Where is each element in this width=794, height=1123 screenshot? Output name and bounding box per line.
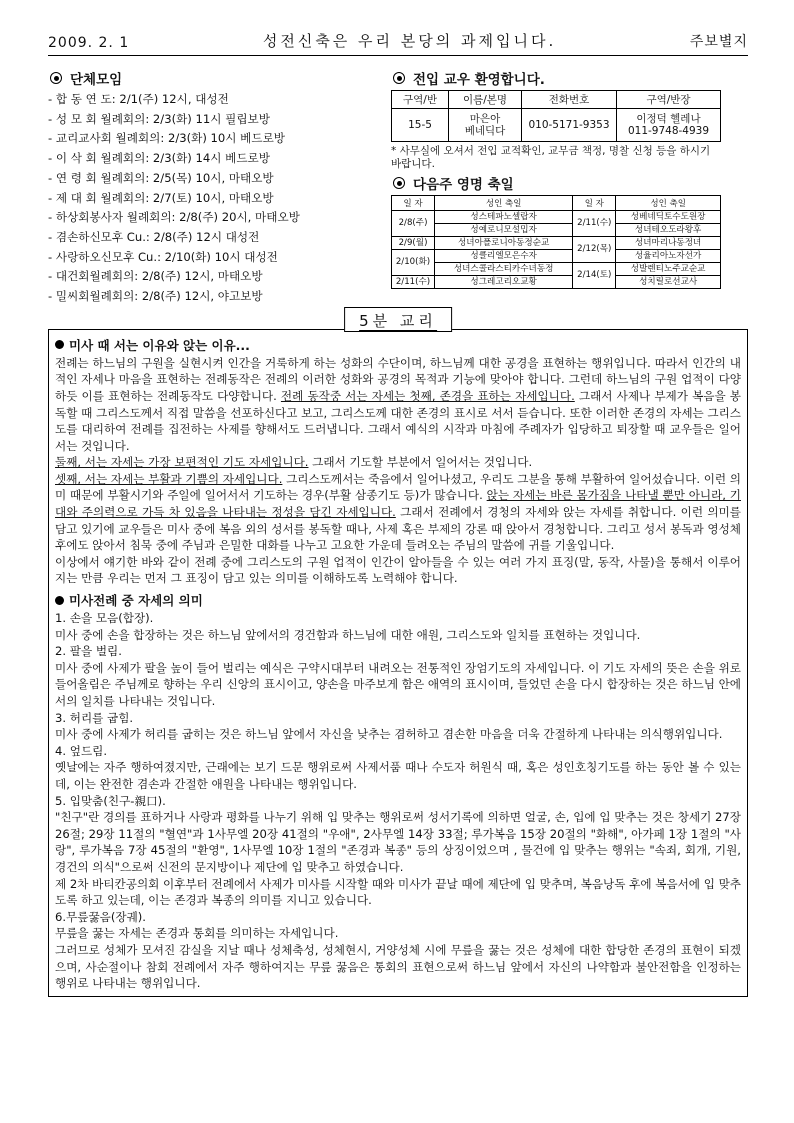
lesson-subheading-1-text: 미사 때 서는 이유와 앉는 이유...: [69, 337, 250, 353]
meeting-item: - 합 동 연 도: 2/1(주) 12시, 대성전: [48, 92, 229, 106]
posture-heading: 3. 허리를 굽힘.: [55, 710, 134, 725]
nameday-saint: 성베네딕토수도원장: [616, 211, 721, 224]
lesson-subheading-2: [55, 591, 741, 609]
posture-heading: 4. 엎드림.: [55, 743, 108, 758]
top-section: [48, 66, 748, 307]
lesson-subheading-2-text: 미사전례 중 자세의 의미: [69, 593, 203, 609]
emphasized-sentence: 앉는 자세는 바른 몸가짐을 나타낼 뿐만 아니라, 기대와 주의력으로 가득 차 있음을 나타내는 정성을 담긴 자세입니다.: [55, 488, 741, 520]
sentence: 그래서 전례에서 경청의 자세와 앉는 자세를 취합니다. 이런 의미를 담고 있기에 교우들은 미사 중에 복음 외의 성서를 봉독할 때나, 사제 혹은 부제의 강론 때 앉아서 경청합니다. 그리고 성서 봉독과 영성체 후에도 앉아서 침묵 중에 주님과 은밀한 대화를 나누고 고요한 가운데 들려오는 주님의 말씀에 귀를 기울입니다.: [55, 505, 741, 553]
meeting-item: - 이 삭 회 월례회의: 2/3(화) 14시 베드로방: [48, 151, 270, 166]
meetings-section: [48, 66, 383, 307]
nameday-date: 2/9(월): [392, 237, 435, 250]
meetings-list: [48, 90, 383, 307]
meeting-item: - 밀씨회월례회의: 2/8(주) 12시, 야고보방: [48, 289, 263, 304]
nameday-saint: 성치릴로선교사: [616, 276, 721, 289]
welcome-baptismal-name: 베네딕다: [464, 125, 506, 137]
nameday-saint: 성녀스콜라스티카수녀동정: [435, 263, 573, 276]
nameday-saint: 성녀테오도라왕후: [616, 224, 721, 237]
welcome-col-header: 전화번호: [522, 91, 617, 109]
welcome-col-header: 구역/반: [392, 91, 449, 109]
lesson-subheading-1: [55, 336, 741, 354]
bullet-dot-icon: [55, 596, 64, 605]
nameday-col-header: 일 자: [392, 196, 435, 211]
nameday-date: 2/10(화): [392, 250, 435, 276]
lesson-title-text: 5분 교리: [359, 311, 437, 330]
posture-description: 미사 중에 사제가 팔을 높이 들어 벌리는 예식은 구약시대부터 내려오는 전통적인 장엄기도의 자세입니다. 이 기도 자세의 뜻은 손을 위로 들어올림은 주님께로 향하는 우리 신앙의 표시이고, 양손을 마주보게 함은 애역의 표시이며, 들었던 손을 다시 합장하는 것은 하느님 안에서의 일치를 나타내는 것입니다.: [55, 660, 742, 709]
welcome-title: 전입 교우 환영합니다.: [413, 72, 545, 88]
sentence: 그래서 기도할 부분에서 일어서는 것입니다.: [308, 455, 533, 470]
welcome-table: [391, 90, 721, 142]
posture-description: 옛날에는 자주 행하여졌지만, 근래에는 보기 드문 행위로써 사제서품 때나 수도자 허원식 때, 혹은 성인호칭기도를 하는 동안 볼 수 있는데, 이는 완전한 겸손과 간절한 애원을 나타내는 행위입니다.: [55, 760, 741, 791]
meeting-item: - 사랑하오신모후 Cu.: 2/10(화) 10시 대성전: [48, 249, 278, 264]
target-bullet-icon: [393, 72, 405, 84]
posture-description: 미사 중에 사제가 허리를 굽히는 것은 하느님 앞에서 자신을 낮추는 겸허하고 겸손한 마음을 더욱 간절하게 나타내는 의식행위입니다.: [55, 727, 723, 742]
meeting-item: - 연 령 회 월례회의: 2/5(목) 10시, 마태오방: [48, 170, 274, 185]
emphasized-sentence: 둘째, 서는 자세는 가장 보편적인 기도 자세입니다.: [55, 455, 309, 470]
welcome-leader-name: 이정덕 헬레나: [636, 113, 701, 125]
nameday-saint: 성율리아노자선가: [616, 250, 721, 263]
posture-description: 무릎을 꿇는 자세는 존경과 통회를 의미하는 자세입니다. 그러므로 성체가 모셔진 감실을 지날 때나 성체축성, 성체현시, 거양성체 시에 무릎을 꿇는 것은 성체에 대한 합당한 존경의 표현이 되겠으며, 사순절이나 참회 전례에서 자주 행하여지는 무릎 꿇음은 통회의 표현으로써 하느님 앞에서 자신의 나약함과 불안전함을 인정하는 행위로 나타내는 행위입니다.: [55, 926, 741, 991]
header-label: 주보별지: [689, 34, 748, 50]
meeting-item: - 하상회봉사자 월례회의: 2/8(주) 20시, 마태오방: [48, 210, 300, 225]
welcome-col-header: 이름/본명: [449, 91, 522, 109]
page-header: [48, 30, 748, 56]
welcome-leader: [617, 109, 721, 142]
welcome-name: [449, 109, 522, 142]
welcome-heading: [393, 68, 721, 88]
meeting-item: - 성 모 회 월례회의: 2/3(화) 11시 필립보방: [48, 111, 270, 126]
nameday-saint: 성클리엘모은수자: [435, 250, 573, 263]
target-bullet-icon: [393, 177, 405, 189]
bullet-dot-icon: [55, 340, 64, 349]
nameday-date: 2/11(수): [573, 211, 616, 237]
nameday-saint: 성예로니모설밉자: [435, 224, 573, 237]
target-bullet-icon: [50, 72, 62, 84]
posture-heading: 1. 손을 모음(합장).: [55, 611, 154, 626]
posture-description: 미사 중에 손을 합장하는 것은 하느님 앞에서의 경건함과 하느님에 대한 애원, 그리스도와 일치를 표현하는 것입니다.: [55, 627, 641, 642]
nameday-col-header: 성인 축일: [435, 196, 573, 211]
posture-list: [55, 610, 741, 992]
nameday-table: [391, 195, 721, 289]
nameday-saint: 성스테파노셀랍자: [435, 211, 573, 224]
lesson-paragraph-2: [55, 454, 741, 471]
posture-heading: 6.무릎꿇음(장궤).: [55, 909, 146, 924]
lesson-paragraph-3: [55, 471, 741, 554]
nameday-heading: [393, 173, 721, 193]
emphasized-sentence: 셋째, 서는 자세는 부활과 기쁨의 자세입니다.: [55, 471, 283, 486]
nameday-title: 다음주 영명 축일: [413, 177, 514, 193]
lesson-paragraph-1: [55, 355, 741, 455]
posture-heading: 5. 입맞춤(친구-親口).: [55, 793, 166, 808]
header-slogan: 성전신축은 우리 본당의 과제입니다.: [262, 32, 557, 50]
emphasized-sentence: 전례 동작중 서는 자세는 첫째, 존경을 표하는 자세입니다.: [280, 388, 575, 403]
sentence: 그리스도께서는 죽음에서 일어나셨고, 우리도 그분을 통해 부활하여 일어섰습니다. 이런 의미 때문에 부활시기와 주일에 일어서서 기도하는 경우(부활 삼종기도 등)가 많습니다.: [55, 471, 742, 503]
welcome-name-line: 마은아: [469, 113, 501, 125]
meeting-item: - 제 대 회 월례회의: 2/7(토) 10시, 마태오방: [48, 190, 274, 205]
lesson-title: [344, 307, 452, 332]
lesson-box: [48, 311, 748, 997]
nameday-date: 2/8(주): [392, 211, 435, 237]
meeting-item: - 대건회월례회의: 2/8(주) 12시, 마태오방: [48, 269, 263, 284]
nameday-saint: 성녀아폴로니아동정순교: [435, 237, 573, 250]
bulletin-page: [48, 30, 748, 997]
right-column: [391, 66, 721, 307]
sentence: 그래서 사제나 부제가 복음을 봉독할 때 그리스도께서 직접 말씀을 선포하신다고 보고, 그리스도께 대한 존경의 표시로 서서 듣습니다. 또한 이러한 존경의 자세는 그리스도를 대리하여 전례를 집전하는 사제를 향해서도 드러냅니다. 그래서 예식의 시작과 마침에 주례자가 입당하고 퇴장할 때 교우들은 일어서는 것입니다.: [55, 388, 742, 453]
nameday-saint: 성발렌티노주교순교: [616, 263, 721, 276]
welcome-note: * 사무실에 오셔서 전입 교적확인, 교무금 책정, 명찰 신청 등을 하시기 바랍니다.: [391, 145, 711, 170]
welcome-leader-phone: 011-9748-4939: [627, 125, 710, 137]
nameday-date: 2/14(토): [573, 263, 616, 289]
meeting-item: - 겸손하신모후 Cu.: 2/8(주) 12시 대성전: [48, 229, 260, 244]
nameday-col-header: 일 자: [573, 196, 616, 211]
meetings-title: 단체모임: [70, 72, 123, 88]
meetings-heading: [50, 68, 383, 88]
nameday-date: 2/11(수): [392, 276, 435, 289]
header-date: 2009. 2. 1: [48, 35, 130, 51]
nameday-saint: 성그레고리오교황: [435, 276, 573, 289]
welcome-area: 15-5: [392, 109, 449, 142]
welcome-col-header: 구역/반장: [617, 91, 721, 109]
meeting-item: - 교리교사회 월례회의: 2/3(화) 10시 베드로방: [48, 131, 285, 146]
posture-description: "친구"란 경의를 표하거나 사랑과 평화를 나누기 위해 입 맞추는 행위로써 성서기록에 의하면 얼굴, 손, 입에 입 맞추는 것은 창세기 27장 26절; 29장 11절의 "혈연"과 1사무엘 20장 41절의 "우애", 2사무엘 14장 33절; 루가복음 15장 20절의 "화해", 아가페 1장 1절의 "사랑", 루가복음 7장 45절의 "환영", 1사무엘 10장 1절의 "존경과 복종" 등의 상징이었으며 , 물건에 입 맞추는 행위는 "속죄, 회개, 기원, 경건의 의식"으로써 신전의 문지방이나 제단에 입 맞추고 하였습니다. 제 2차 바티칸공의회 이후부터 전례에서 사제가 미사를 시작할 때와 미사가 끝날 때에 제단에 입 맞추며, 복음낭독 후에 복음서에 입 맞추도록 하고 있는데, 이는 존경과 복종의 의미를 지니고 있습니다.: [55, 810, 741, 908]
sentence: 전례는 하느님의 구원을 실현시켜 인간을 거룩하게 하는 성화의 수단이며, 하느님께 대한 공경을 표현하는 행위입니다. 따라서 인간의 내적인 자세나 마음을 표현하는 전례동작은 전례의 이러한 성화와 공경의 목적과 기능에 맞아야 합니다. 그런데 하느님의 구원 업적이 다양하듯 이를 표현하는 전례동작도 다양합니다.: [55, 355, 741, 403]
nameday-col-header: 성인 축일: [616, 196, 721, 211]
welcome-phone: 010-5171-9353: [522, 109, 617, 142]
lesson-paragraph-4: 이상에서 얘기한 바와 같이 전례 중에 그리스도의 구원 업적이 인간이 알아들을 수 있는 여러 가지 표징(말, 동작, 사물)을 통해서 이루어지는 만큼 우리는 먼저 그 표징이 담고 있는 의미를 이해하도록 노력해야 합니다.: [55, 554, 741, 586]
nameday-saint: 성녀마리나동정녀: [616, 237, 721, 250]
nameday-date: 2/12(목): [573, 237, 616, 263]
posture-heading: 2. 팔을 벌림.: [55, 644, 122, 659]
